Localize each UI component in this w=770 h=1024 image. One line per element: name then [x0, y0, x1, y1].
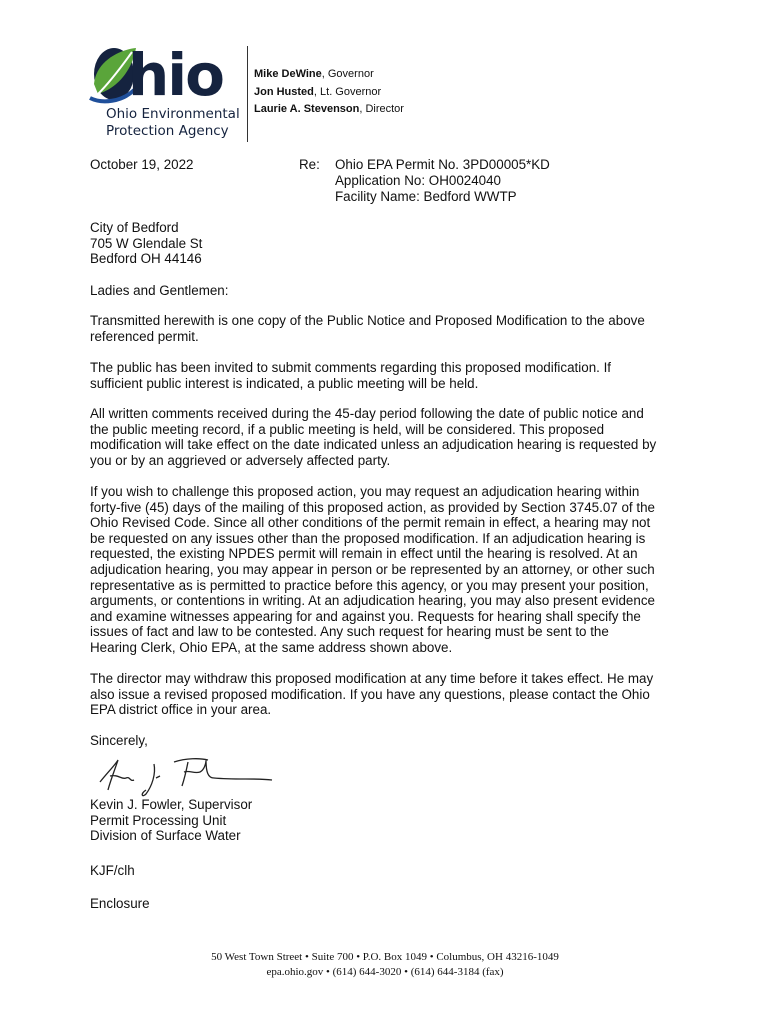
recipient-address: [90, 220, 690, 267]
paragraph-4: [90, 484, 690, 656]
signer-division: Division of Surface Water: [90, 828, 241, 844]
signer-name: Kevin J. Fowler, Supervisor: [90, 797, 253, 812]
logo-agency-name: [106, 106, 246, 140]
paragraph-2: [90, 360, 690, 391]
re-facility-name: Facility Name: Bedford WWTP: [335, 189, 517, 204]
salutation: Ladies and Gentlemen:: [90, 283, 229, 298]
paragraph-line: representative as is permitted to practice before this agency, or you may present your position,: [90, 577, 649, 593]
paragraph-line: arguments, or contentions in writing. At an adjudication hearing, you may also present evidence: [90, 593, 655, 609]
paragraph-1: [90, 313, 690, 344]
official-director: Laurie A. Stevenson, Director: [254, 103, 404, 115]
page-footer: [0, 950, 770, 980]
letterhead-divider: [247, 46, 248, 142]
paragraph-line: be requested on any issues other than the proposed modification. If an adjudication hearing is: [90, 530, 646, 546]
enclosure-note: Enclosure: [90, 896, 150, 911]
paragraph-line: sufficient public interest is indicated, a public meeting will be held.: [90, 375, 479, 391]
address-line: City of Bedford: [90, 220, 179, 235]
typist-initials: KJF/clh: [90, 863, 135, 878]
paragraph-3: [90, 406, 690, 468]
paragraph-line: the public meeting record, if a public meeting is held, will be considered. This proposed: [90, 421, 605, 437]
paragraph-line: Transmitted herewith is one copy of the Public Notice and Proposed Modification to the above: [90, 313, 645, 328]
paragraph-line: Ohio Revised Code. Since all other conditions of the permit remain in effect, a hearing may not: [90, 515, 651, 531]
letter-date: October 19, 2022: [90, 157, 194, 172]
agency-line-1: Ohio Environmental: [106, 106, 240, 122]
ohio-epa-logo: [88, 41, 244, 142]
paragraph-line: The director may withdraw this proposed modification at any time before it takes effect. He may: [90, 671, 654, 686]
paragraph-line: The public has been invited to submit comments regarding this proposed modification. If: [90, 360, 612, 375]
paragraph-line: issues of fact and law to be contested. Any such request for hearing must be sent to the: [90, 624, 609, 640]
closing: Sincerely,: [90, 733, 148, 748]
paragraph-line: If you wish to challenge this proposed action, you may request an adjudication hearing within: [90, 484, 640, 499]
official-governor: Mike DeWine, Governor: [254, 68, 374, 80]
address-line: Bedford OH 44146: [90, 251, 202, 267]
paragraph-5: [90, 671, 690, 718]
paragraph-line: you or by an aggrieved or adversely affected party.: [90, 452, 391, 468]
signer-unit: Permit Processing Unit: [90, 812, 227, 828]
paragraph-line: Hearing Clerk, Ohio EPA, at the same address shown above.: [90, 639, 453, 655]
footer-address: 50 West Town Street • Suite 700 • P.O. Box 1049 • Columbus, OH 43216-1049: [211, 951, 559, 963]
paragraph-line: also issue a revised proposed modification. If you have any questions, please contact the Ohio: [90, 686, 650, 702]
paragraph-line: referenced permit.: [90, 328, 199, 344]
paragraph-line: adjudication hearing, you may appear in person or be represented by an attorney, or other such: [90, 561, 655, 577]
paragraph-line: and examine witnesses appearing for and against you. Requests for hearing shall specify the: [90, 608, 641, 624]
footer-contact: epa.ohio.gov • (614) 644-3020 • (614) 644-3184 (fax): [266, 966, 504, 978]
official-lt-governor: Jon Husted, Lt. Governor: [254, 85, 382, 98]
re-application-number: Application No: OH0024040: [335, 173, 502, 188]
agency-line-2: Protection Agency: [106, 123, 229, 139]
re-permit-number: Ohio EPA Permit No. 3PD00005*KD: [335, 157, 550, 172]
paragraph-line: EPA district office in your area.: [90, 702, 272, 718]
paragraph-line: requested, the existing NPDES permit will remain in effect until the hearing is resolved. At an: [90, 546, 638, 562]
officials-list: [254, 66, 404, 119]
paragraph-line: All written comments received during the 45-day period following the date of public notice and: [90, 406, 644, 421]
paragraph-line: forty-five (45) days of the mailing of this proposed action, as provided by Section 3745.07 of the: [90, 499, 655, 515]
address-line: 705 W Glendale St: [90, 235, 203, 251]
handwritten-signature: [96, 750, 276, 800]
paragraph-line: modification will take effect on the date indicated unless an adjudication hearing is requested by: [90, 437, 657, 453]
re-label: Re:: [299, 157, 320, 172]
signer-block: [90, 797, 690, 844]
logo-wordmark: hio: [128, 41, 224, 109]
